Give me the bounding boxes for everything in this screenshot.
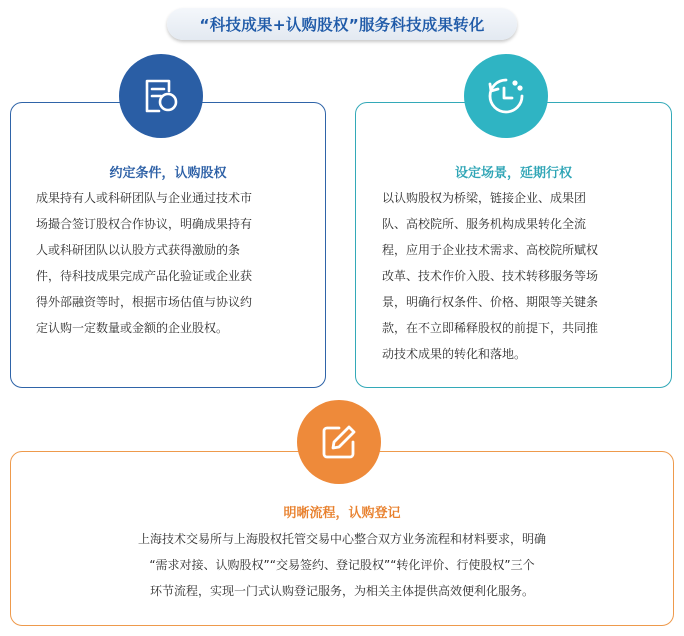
body-line: 定认购一定数量或金额的企业股权。	[36, 321, 229, 335]
body-line: 队、高校院所、服务机构成果转化全流	[382, 217, 587, 231]
body-line: 上海技术交易所与上海股权托管交易中心整合双方业务流程和材料要求，明确	[137, 532, 546, 546]
card-2-heading: 设定场景，延期行权	[454, 166, 572, 181]
body-line: 动技术成果的转化和落地。	[382, 347, 527, 361]
card-1-body	[36, 185, 298, 341]
body-line: 成果持有人或科研团队与企业通过技术市	[36, 191, 253, 205]
body-line: 以认购股权为桥梁，链接企业、成果团	[382, 191, 587, 205]
body-line: 场撮合签订股权合作协议，明确成果持有	[36, 217, 253, 231]
card-3-body	[20, 526, 664, 604]
clock-refresh-icon	[484, 74, 528, 118]
body-line: 款，在不立即稀释股权的前提下，共同推	[382, 321, 599, 335]
body-line: 环节流程，实现一门式认购登记服务，为相关主体提供高效便利化服务。	[149, 584, 534, 598]
document-stamp-icon	[139, 74, 183, 118]
body-line: 件，待科技成果完成产品化验证或企业获	[36, 269, 253, 283]
body-line: 景，明确行权条件、价格、期限等关键条	[382, 295, 599, 309]
card-2-body	[382, 185, 644, 367]
body-line: 得外部融资等时，根据市场估值与协议约	[36, 295, 253, 309]
body-line: 程，应用于企业技术需求、高校院所赋权	[382, 243, 599, 257]
card-1-icon-badge	[119, 54, 203, 138]
edit-pencil-icon	[317, 420, 361, 464]
body-line: 改革、技术作价入股、技术转移服务等场	[382, 269, 599, 283]
body-line: “需求对接、认购股权”“交易签约、登记股权”“转化评价、行使股权”三个	[149, 558, 535, 572]
card-2-icon-badge	[464, 54, 548, 138]
body-line: 人或科研团队以认股方式获得激励的条	[36, 243, 241, 257]
card-3-icon-badge	[297, 400, 381, 484]
card-3-heading: 明晰流程，认购登记	[283, 506, 401, 521]
page-title: “科技成果+认购股权”服务科技成果转化	[167, 8, 517, 40]
card-1-heading: 约定条件，认购股权	[109, 166, 227, 181]
